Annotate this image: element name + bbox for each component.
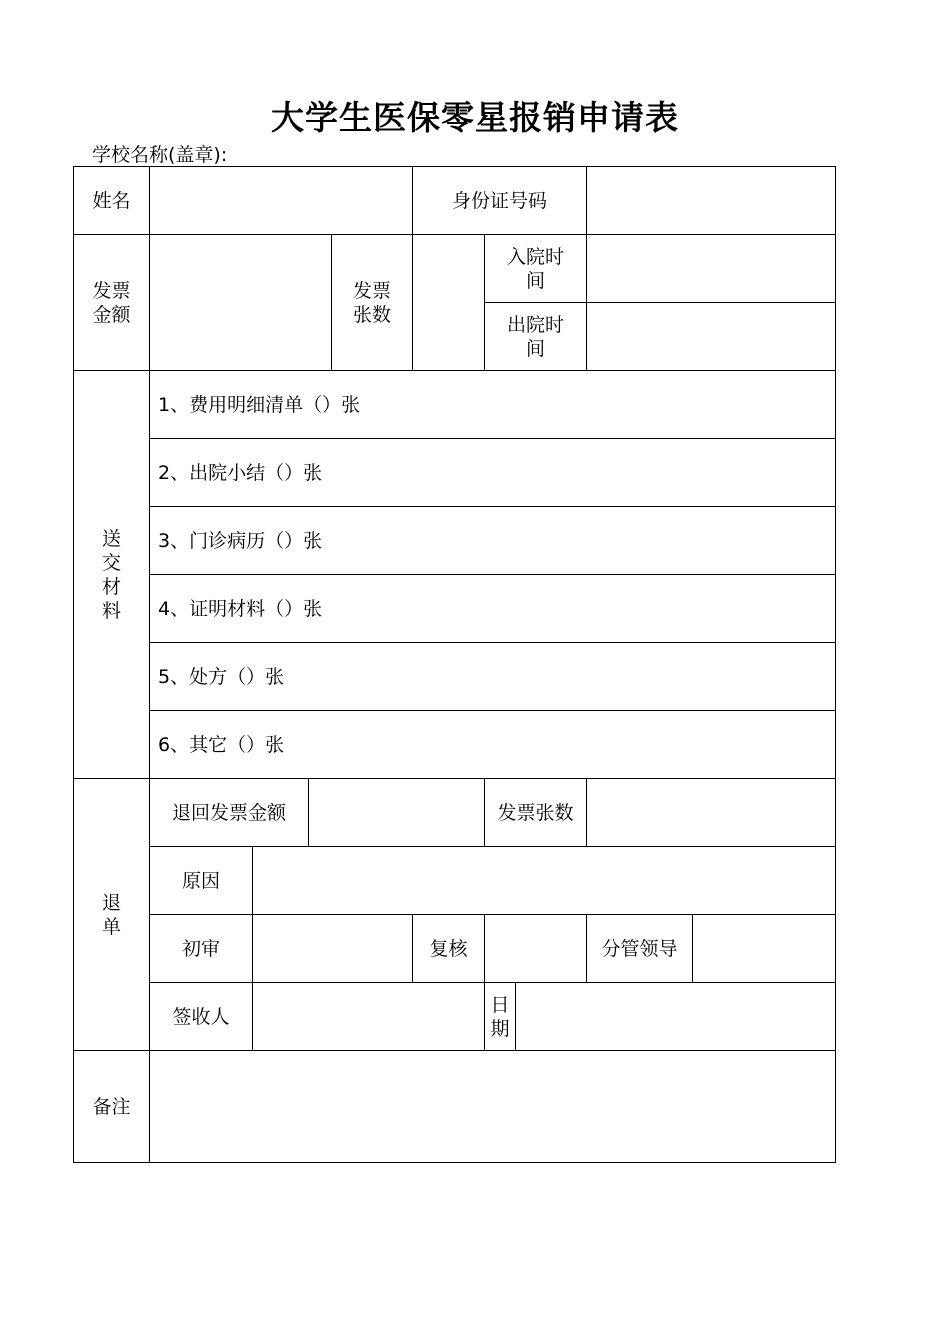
material-item[interactable]: 3、门诊病历（）张 (150, 507, 836, 575)
material-item[interactable]: 6、其它（）张 (150, 711, 836, 779)
material-item[interactable]: 1、费用明细清单（）张 (150, 371, 836, 439)
leader-field[interactable] (693, 915, 836, 983)
name-label: 姓名 (74, 167, 150, 235)
initial-review-label: 初审 (150, 915, 253, 983)
invoice-count-field[interactable] (413, 235, 485, 371)
school-name-label: 学校名称(盖章): (92, 144, 228, 166)
id-number-field[interactable] (587, 167, 836, 235)
returned-count-label: 发票张数 (485, 779, 587, 847)
form-title: 大学生医保零星报销申请表 (271, 98, 679, 137)
remarks-field[interactable] (150, 1051, 836, 1163)
initial-review-field[interactable] (253, 915, 413, 983)
admission-time-label: 入院时间 (485, 235, 587, 303)
invoice-count-label: 发票张数 (332, 235, 413, 371)
recheck-field[interactable] (485, 915, 587, 983)
reason-field[interactable] (253, 847, 836, 915)
receiver-label: 签收人 (150, 983, 253, 1051)
remarks-label: 备注 (74, 1051, 150, 1163)
recheck-label: 复核 (413, 915, 485, 983)
returned-count-field[interactable] (587, 779, 836, 847)
material-item[interactable]: 2、出院小结（）张 (150, 439, 836, 507)
invoice-amount-label: 发票金额 (74, 235, 150, 371)
returned-amount-label: 退回发票金额 (150, 779, 309, 847)
date-field[interactable] (516, 983, 836, 1051)
reason-label: 原因 (150, 847, 253, 915)
discharge-time-label: 出院时间 (485, 303, 587, 371)
material-item[interactable]: 5、处方（）张 (150, 643, 836, 711)
refund-label: 退单 (74, 779, 150, 1051)
material-item[interactable]: 4、证明材料（）张 (150, 575, 836, 643)
admission-time-field[interactable] (587, 235, 836, 303)
materials-label: 送交材料 (74, 371, 150, 779)
receiver-field[interactable] (253, 983, 485, 1051)
invoice-amount-field[interactable] (150, 235, 332, 371)
date-label: 日期 (485, 983, 516, 1051)
returned-amount-field[interactable] (309, 779, 485, 847)
id-number-label: 身份证号码 (413, 167, 587, 235)
leader-label: 分管领导 (587, 915, 693, 983)
application-form-table (73, 166, 836, 1163)
discharge-time-field[interactable] (587, 303, 836, 371)
name-field[interactable] (150, 167, 413, 235)
